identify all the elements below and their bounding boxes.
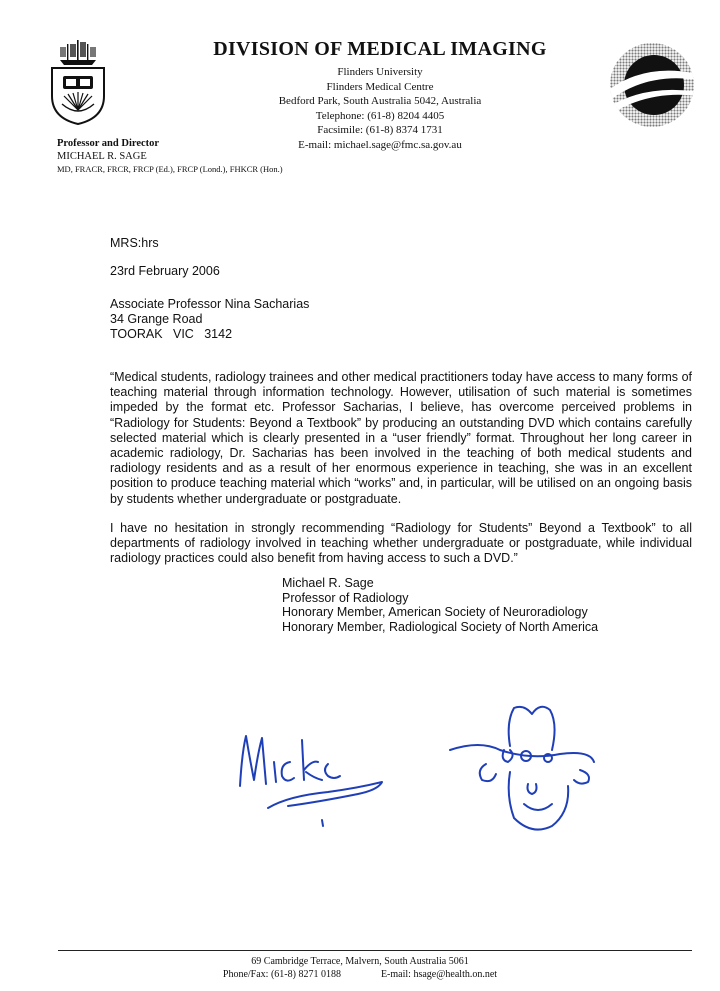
signer-title: Professor of Radiology [282,590,409,605]
letterhead-line-email: E-mail: michael.sage@fmc.sa.gov.au [298,138,462,151]
footer-contact [0,968,720,981]
paragraph-1: “Medical students, radiology trainees and other medical practitioners today have access to many forms of teaching material through information technology. However, utilisation of such material is sometimes impeded by the format etc. Professor Sacharias, I believe, has overcome perceived problems in “Radiology for Students: Beyond a Textbook” by producing an outstanding DVD which contains carefully selected material which is clearly presented in a “user friendly” format. Throughout her long career in academic radiology, Dr. Sacharias has been involved in the teaching of both medical students and radiology residents and as a result of her enormous experience in teaching, she was in an excellent position to produce teaching material which “works” and, in particular, will be utilised on an ongoing basis by students whether undergraduate or postgraduate. [110,370,692,506]
recipient-address [110,297,692,342]
handwritten-signature [228,722,398,832]
letterhead-line-telephone: Telephone: (61-8) 8204 4405 [315,109,445,122]
department-title: DIVISION OF MEDICAL IMAGING [213,38,547,60]
letterhead-line-facsimile: Facsimile: (61-8) 8374 1731 [317,124,443,137]
footer-divider [58,950,692,951]
director-name: MICHAEL R. SAGE [57,151,147,162]
signature-block [282,576,598,634]
recipient-name: Associate Professor Nina Sacharias [110,297,310,311]
recipient-city: TOORAK VIC 3142 [110,327,233,341]
reference-code: MRS:hrs [110,236,159,250]
letterhead [180,38,580,153]
footer [0,955,720,981]
letter-body [110,236,692,566]
signer-honorary-1: Honorary Member, American Society of Neuroradiology [282,605,588,620]
footer-address: 69 Cambridge Terrace, Malvern, South Australia 5061 [251,956,469,967]
university-crest-icon [46,38,110,126]
recipient-street: 34 Grange Road [110,312,203,326]
letter-date: 23rd February 2006 [110,264,220,278]
director-qualifications: MD, FRACR, FRCR, FRCP (Ed.), FRCP (Lond.), FHKCR (Hon.) [57,164,283,174]
signature-doodle-icon [440,700,610,840]
footer-email: E-mail: hsage@health.on.net [380,969,498,980]
flinders-logo-icon [604,40,700,130]
signer-honorary-2: Honorary Member, Radiological Society of North America [282,619,599,634]
director-info [57,137,283,176]
director-role: Professor and Director [57,138,160,149]
letterhead-line-centre: Flinders Medical Centre [326,80,434,93]
footer-phone-fax: Phone/Fax: (61-8) 8271 0188 [222,969,341,980]
letterhead-line-university: Flinders University [337,66,423,78]
signer-name: Michael R. Sage [282,576,374,590]
paragraph-2: I have no hesitation in strongly recommending “Radiology for Students” Beyond a Textbook” to all departments of radiology involved in teaching whether undergraduate or postgraduate, while individual radiology practices could also benefit from having access to such a DVD.” [110,520,692,566]
letterhead-line-address: Bedford Park, South Australia 5042, Australia [278,95,482,108]
